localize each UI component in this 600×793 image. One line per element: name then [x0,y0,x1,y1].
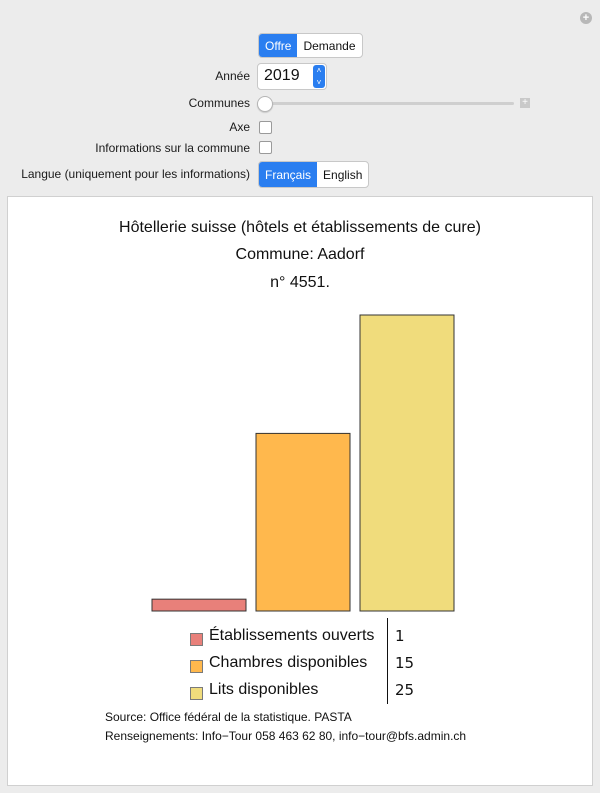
chart-panel [7,196,593,786]
slider-expand-icon[interactable]: + [520,98,530,108]
annee-value[interactable]: 2019 [264,67,300,84]
axe-label: Axe [229,120,250,134]
legend-divider [387,618,388,704]
source-text: Source: Office fédéral de la statistique. PASTA [105,710,352,724]
bar-etablissements [152,599,246,611]
legend-swatch-lits [190,687,203,700]
mode-segmented-control[interactable] [258,33,363,58]
contact-text: Renseignements: Info−Tour 058 463 62 80, info−tour@bfs.admin.ch [105,729,467,743]
stepper-arrows-icon[interactable]: ˄ ˅ [313,65,325,88]
langue-segmented-control[interactable] [258,161,369,188]
axe-checkbox[interactable] [259,121,272,134]
langue-option-francais[interactable]: Français [259,162,317,187]
info-label: Informations sur la commune [95,141,250,155]
chart-subtitle-commune: Commune: Aadorf [235,246,365,263]
mode-option-offre[interactable]: Offre [259,34,297,57]
communes-label: Communes [188,96,250,110]
annee-label: Année [215,69,250,83]
communes-slider-knob[interactable] [257,96,273,112]
legend-label-chambres: Chambres disponibles [209,654,368,671]
info-checkbox[interactable] [259,141,272,154]
bar-chambres [256,433,350,611]
legend-value-chambres: 15 [395,654,415,672]
annee-stepper[interactable] [257,63,327,90]
chart-subtitle-number: n° 4551. [270,274,330,291]
communes-slider-track[interactable] [262,102,514,105]
legend-value-lits: 25 [395,681,415,699]
legend-label-lits: Lits disponibles [209,681,319,698]
mode-option-demande[interactable]: Demande [303,38,356,53]
langue-option-english[interactable]: English [323,167,363,182]
chart-title: Hôtellerie suisse (hôtels et établissements de cure) [119,219,481,236]
legend-swatch-etablissements [190,633,203,646]
langue-label: Langue (uniquement pour les informations) [21,167,250,181]
legend-value-etablissements: 1 [395,627,405,645]
bar-chart [8,197,592,617]
legend-label-etablissements: Établissements ouverts [209,627,375,644]
legend-swatch-chambres [190,660,203,673]
add-icon[interactable]: + [580,12,592,24]
bar-lits [360,315,454,611]
